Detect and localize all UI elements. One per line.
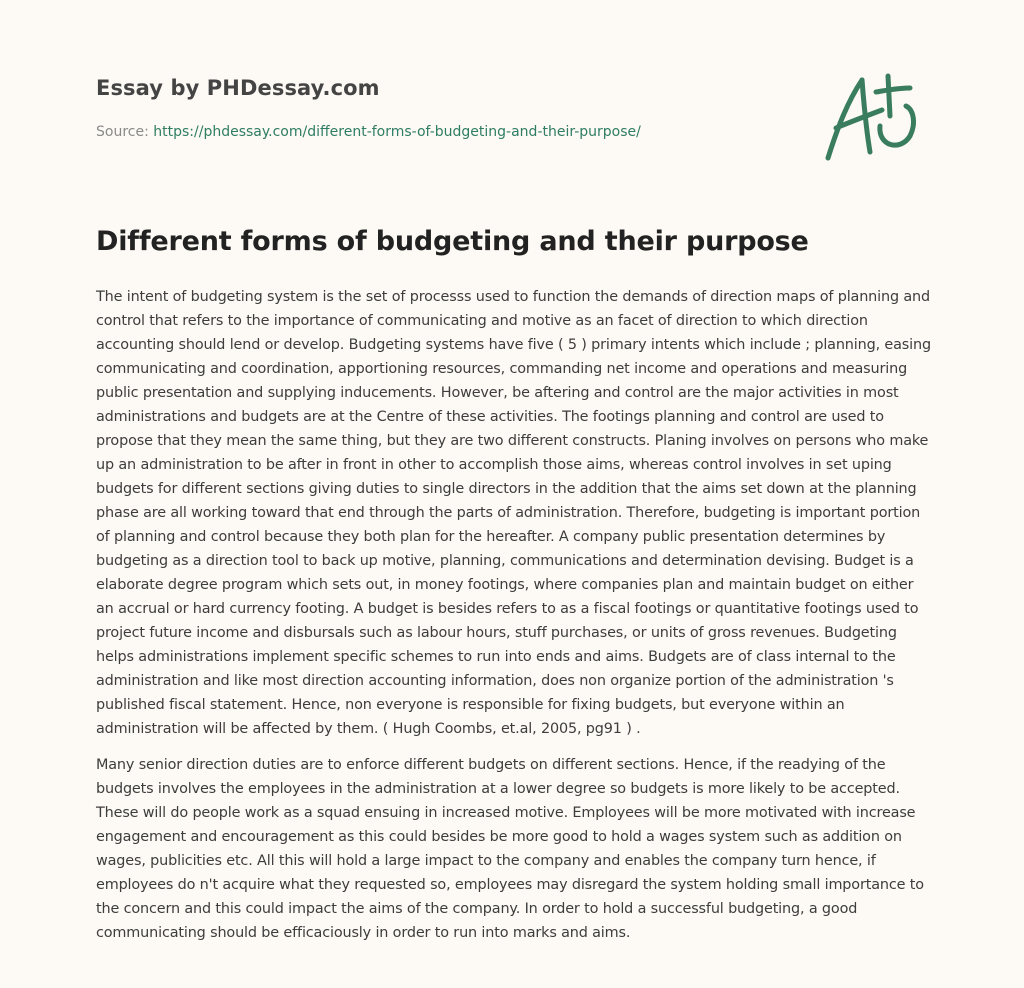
essay-paragraph: Many senior direction duties are to enforce different budgets on different sections. Hence, if the readying of the budgets involves the employees in the administration at a lower degree so budgets is more likely to be accepted. These will do people work as a squad ensuing in increased motive. Employees will be more motivated with increase engagement and encouragement as this could besides be more good to hold a wages system such as addition on wages, publicities etc. All this will hold a large impact to the company and enables the company turn hence, if employees do n't acquire what they requested so, employees may disregard the system holding small importance to the concern and this could impact the aims of the company. In order to hold a successful budgeting, a good communicating should be efficaciously in order to run into marks and aims. xyxy=(96,757,924,941)
source-link[interactable]: https://phdessay.com/different-forms-of-budgeting-and-their-purpose/ xyxy=(153,124,641,140)
source-line xyxy=(96,124,641,140)
essay-paragraph: The intent of budgeting system is the set of processs used to function the demands of direction maps of planning and control that refers to the importance of communicating and motive as an facet of direction to which direction accounting should lend or develop. Budgeting systems have five ( 5 ) primary intents which include ; planning, easing communicating and coordination, apportioning resources, commanding net income and operations and measuring public presentation and supplying inducements. However, be aftering and control are the major activities in most administrations and budgets are at the Centre of these activities. The footings planning and control are used to propose that they mean the same thing, but they are two different constructs. Planing involves on persons who make up an administration to be after in front in other to accomplish those aims, whereas control involves in set uping budgets for different sections giving duties to single directors in the addition that the aims set down at the planning phase are all working toward that end through the parts of administration. Therefore, budgeting is important portion of planning and control because they both plan for the hereafter. A company public presentation determines by budgeting as a direction tool to back up motive, planning, communications and determination devising. Budget is a elaborate degree program which sets out, in money footings, where companies plan and maintain budget on either an accrual or hard currency footing. A budget is besides refers to as a fiscal footings or quantitative footings used to project future income and disbursals such as labour hours, stuff purchases, or units of gross revenues. Budgeting helps administrations implement specific schemes to run into ends and aims. Budgets are of class internal to the administration and like most direction accounting information, does non organize portion of the administration 's published fiscal statement. Hence, non everyone is responsible for fixing budgets, but everyone within an administration will be affected by them. ( Hugh Coombs, et.al, 2005, pg91 ) . xyxy=(96,289,931,737)
essay-body xyxy=(96,285,931,957)
essay-title: Different forms of budgeting and their purpose xyxy=(96,226,809,257)
source-label: Source: xyxy=(96,124,154,140)
site-brand: Essay by PHDessay.com xyxy=(96,76,380,100)
a-plus-logo-icon xyxy=(818,66,928,166)
